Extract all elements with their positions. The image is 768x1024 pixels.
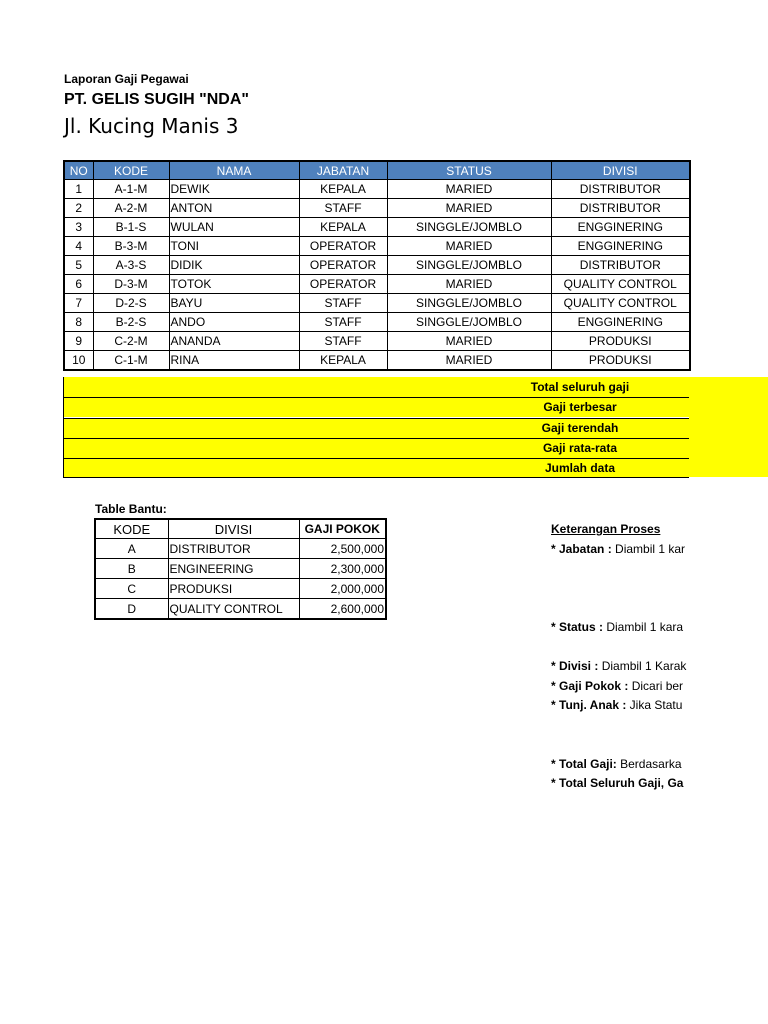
cell-nama[interactable]: TOTOK [169,275,299,294]
cell-nama[interactable]: RINA [169,351,299,371]
cell-kode[interactable]: B-1-S [93,218,169,237]
helper-cell-divisi[interactable]: ENGINEERING [168,559,299,579]
helper-cell-kode[interactable]: A [95,539,168,559]
cell-no[interactable]: 7 [64,294,93,313]
helper-header-gaji-pokok[interactable]: GAJI POKOK [299,519,386,539]
summary-label: Gaji terbesar [543,400,617,414]
cell-status[interactable]: MARIED [387,351,551,371]
cell-jabatan[interactable]: KEPALA [299,351,387,371]
helper-row [95,579,386,599]
table-row [64,313,690,332]
cell-kode[interactable]: A-2-M [93,199,169,218]
cell-kode[interactable]: C-2-M [93,332,169,351]
company-address: Jl. Kucing Manis 3 [64,114,239,138]
summary-label: Gaji rata-rata [542,441,618,455]
cell-kode[interactable]: D-2-S [93,294,169,313]
column-header-status[interactable]: STATUS [387,161,551,180]
summary-row[interactable] [63,397,689,417]
summary-divider [63,397,689,398]
cell-no[interactable]: 9 [64,332,93,351]
cell-nama[interactable]: ANANDA [169,332,299,351]
cell-divisi[interactable]: PRODUKSI [551,332,690,351]
summary-row[interactable] [63,377,768,397]
cell-jabatan[interactable]: STAFF [299,313,387,332]
helper-cell-divisi[interactable]: PRODUKSI [168,579,299,599]
cell-no[interactable]: 4 [64,237,93,256]
table-row [64,332,690,351]
cell-jabatan[interactable]: STAFF [299,332,387,351]
table-row [64,180,690,199]
note-label: * Divisi : [551,659,599,673]
cell-no[interactable]: 10 [64,351,93,371]
summary-block [63,377,768,477]
helper-header-kode[interactable]: KODE [95,519,168,539]
cell-nama[interactable]: DEWIK [169,180,299,199]
helper-header-divisi[interactable]: DIVISI [168,519,299,539]
helper-cell-gaji[interactable]: 2,500,000 [299,539,386,559]
cell-divisi[interactable]: DISTRIBUTOR [551,180,690,199]
summary-label: Jumlah data [544,461,616,475]
summary-label: Gaji terendah [541,421,619,435]
note-label: * Total Gaji: [551,757,617,771]
cell-status[interactable]: SINGGLE/JOMBLO [387,256,551,275]
helper-cell-gaji[interactable]: 2,000,000 [299,579,386,599]
table-header-row [64,161,690,180]
cell-nama[interactable]: WULAN [169,218,299,237]
helper-row [95,539,386,559]
table-row [64,218,690,237]
cell-jabatan[interactable]: OPERATOR [299,256,387,275]
note-item [551,757,682,771]
helper-cell-gaji[interactable]: 2,600,000 [299,599,386,620]
column-header-kode[interactable]: KODE [93,161,169,180]
column-header-no[interactable]: NO [64,161,93,180]
table-row [64,256,690,275]
cell-status[interactable]: SINGGLE/JOMBLO [387,218,551,237]
cell-status[interactable]: MARIED [387,180,551,199]
cell-jabatan[interactable]: KEPALA [299,180,387,199]
note-label: * Jabatan : [551,542,612,556]
cell-no[interactable]: 6 [64,275,93,294]
helper-table-title: Table Bantu: [95,502,167,516]
cell-divisi[interactable]: ENGGINERING [551,237,690,256]
company-name: PT. GELIS SUGIH "NDA" [64,91,249,108]
cell-no[interactable]: 8 [64,313,93,332]
note-text: Diambil 1 Karak [598,659,687,673]
note-item [551,679,683,693]
cell-status[interactable]: MARIED [387,332,551,351]
table-row [64,294,690,313]
report-subtitle: Laporan Gaji Pegawai [64,72,189,86]
helper-cell-divisi[interactable]: QUALITY CONTROL [168,599,299,620]
cell-nama[interactable]: BAYU [169,294,299,313]
table-row [64,351,690,371]
cell-jabatan[interactable]: KEPALA [299,218,387,237]
cell-divisi[interactable]: ENGGINERING [551,313,690,332]
note-text: Diambil 1 kara [603,620,684,634]
note-text: Dicari ber [628,679,684,693]
column-header-divisi[interactable]: DIVISI [551,161,690,180]
summary-label: Total seluruh gaji [530,380,630,394]
summary-divider [63,458,689,459]
note-text: Diambil 1 kar [611,542,686,556]
helper-cell-gaji[interactable]: 2,300,000 [299,559,386,579]
cell-divisi[interactable]: QUALITY CONTROL [551,294,690,313]
summary-divider [63,438,689,439]
note-label: * Total Seluruh Gaji, Ga [551,776,684,790]
cell-status[interactable]: SINGGLE/JOMBLO [387,294,551,313]
cell-no[interactable]: 5 [64,256,93,275]
notes-heading: Keterangan Proses [551,522,661,536]
cell-divisi[interactable]: DISTRIBUTOR [551,256,690,275]
column-header-nama[interactable]: NAMA [169,161,299,180]
note-label: * Gaji Pokok : [551,679,629,693]
cell-nama[interactable]: ANDO [169,313,299,332]
cell-divisi[interactable]: ENGGINERING [551,218,690,237]
helper-cell-kode[interactable]: B [95,559,168,579]
cell-no[interactable]: 1 [64,180,93,199]
cell-no[interactable]: 2 [64,199,93,218]
cell-divisi[interactable]: DISTRIBUTOR [551,199,690,218]
note-label: * Status : [551,620,604,634]
note-text: Berdasarka [616,757,682,771]
cell-status[interactable]: MARIED [387,199,551,218]
summary-divider [63,418,689,419]
note-item [551,659,686,673]
cell-jabatan[interactable]: STAFF [299,294,387,313]
cell-kode[interactable]: B-2-S [93,313,169,332]
cell-status[interactable]: SINGGLE/JOMBLO [387,313,551,332]
summary-divider [63,477,689,478]
helper-cell-kode[interactable]: C [95,579,168,599]
summary-row[interactable] [63,438,689,458]
helper-header-row [95,519,386,539]
note-label: * Tunj. Anak : [551,698,627,712]
cell-jabatan[interactable]: OPERATOR [299,237,387,256]
table-row [64,275,690,294]
note-item [551,542,685,556]
cell-nama[interactable]: ANTON [169,199,299,218]
cell-divisi[interactable]: PRODUKSI [551,351,690,371]
cell-divisi[interactable]: QUALITY CONTROL [551,275,690,294]
cell-nama[interactable]: TONI [169,237,299,256]
cell-kode[interactable]: C-1-M [93,351,169,371]
helper-row [95,599,386,620]
summary-fill-extension [689,377,768,477]
cell-kode[interactable]: D-3-M [93,275,169,294]
helper-cell-kode[interactable]: D [95,599,168,620]
cell-status[interactable]: MARIED [387,275,551,294]
table-row [64,199,690,218]
helper-table [94,518,387,620]
cell-kode[interactable]: A-3-S [93,256,169,275]
summary-row[interactable] [63,418,689,438]
cell-status[interactable]: MARIED [387,237,551,256]
cell-jabatan[interactable]: OPERATOR [299,275,387,294]
helper-row [95,559,386,579]
summary-left-border [63,377,64,478]
cell-nama[interactable]: DIDIK [169,256,299,275]
column-header-jabatan[interactable]: JABATAN [299,161,387,180]
cell-kode[interactable]: A-1-M [93,180,169,199]
note-text: Jika Statu [626,698,683,712]
employee-salary-table [63,160,691,371]
note-item [551,620,683,634]
helper-cell-divisi[interactable]: DISTRIBUTOR [168,539,299,559]
process-notes [551,520,689,820]
note-item [551,776,683,790]
cell-jabatan[interactable]: STAFF [299,199,387,218]
note-item [551,698,682,712]
cell-kode[interactable]: B-3-M [93,237,169,256]
cell-no[interactable]: 3 [64,218,93,237]
summary-row[interactable] [63,458,689,478]
table-row [64,237,690,256]
